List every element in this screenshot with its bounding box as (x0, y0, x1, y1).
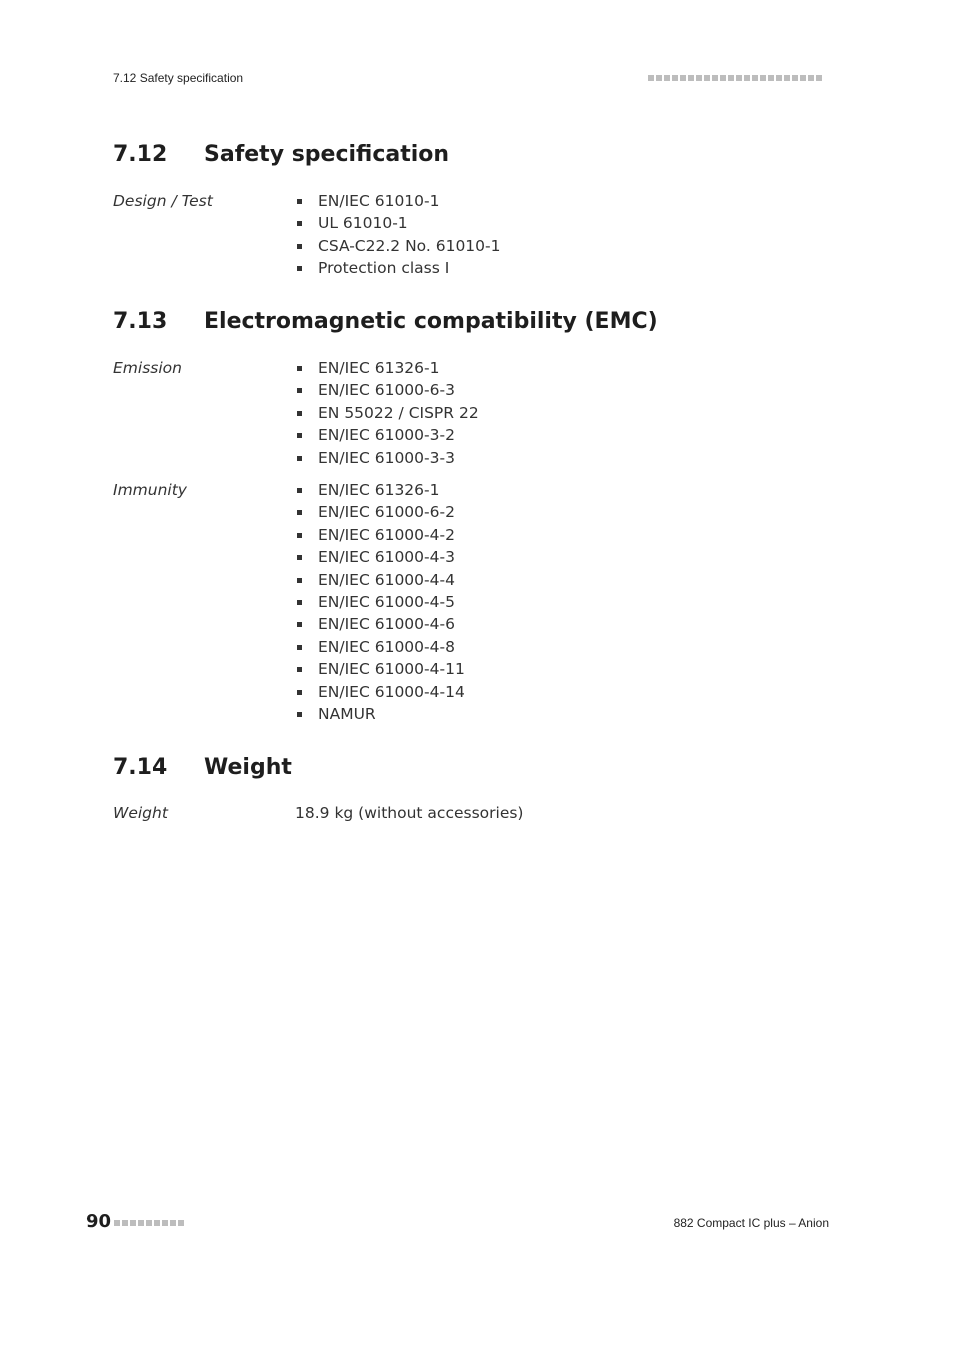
list-item: EN/IEC 61000-4-6 (295, 613, 465, 635)
section-title: Electromagnetic compatibility (EMC) (204, 309, 658, 334)
list-item: EN/IEC 61000-4-5 (295, 591, 465, 613)
section-safety (113, 142, 833, 280)
list-item: EN 55022 / CISPR 22 (295, 402, 479, 424)
bullet-icon (297, 221, 302, 226)
bullet-icon (297, 510, 302, 515)
list-item: EN/IEC 61000-3-2 (295, 424, 479, 446)
spec-row-design-test (113, 190, 833, 280)
section-heading (113, 142, 833, 172)
section-heading (113, 309, 833, 339)
spec-label: Design / Test (113, 192, 213, 210)
list-item: Protection class I (295, 257, 501, 279)
bullet-icon (297, 411, 302, 416)
footer-decoration (114, 1220, 184, 1226)
bullet-icon (297, 366, 302, 371)
bullet-icon (297, 645, 302, 650)
list-item: EN/IEC 61000-4-4 (295, 569, 465, 591)
list-item: NAMUR (295, 703, 465, 725)
section-title: Weight (204, 755, 292, 780)
spec-list (295, 190, 501, 280)
list-item: EN/IEC 61000-4-8 (295, 636, 465, 658)
bullet-icon (297, 388, 302, 393)
bullet-icon (297, 690, 302, 695)
list-item: EN/IEC 61000-4-3 (295, 546, 465, 568)
list-item: EN/IEC 61326-1 (295, 479, 465, 501)
header-decoration (648, 75, 822, 81)
bullet-icon (297, 712, 302, 717)
spec-value: 18.9 kg (without accessories) (295, 804, 524, 822)
spec-row-weight (113, 802, 833, 824)
spec-row-emission (113, 357, 833, 469)
list-item: UL 61010-1 (295, 212, 501, 234)
bullet-icon (297, 433, 302, 438)
list-item: EN/IEC 61000-4-14 (295, 681, 465, 703)
list-item: EN/IEC 61000-6-3 (295, 379, 479, 401)
bullet-icon (297, 533, 302, 538)
section-number: 7.14 (113, 755, 168, 780)
bullet-icon (297, 578, 302, 583)
bullet-icon (297, 244, 302, 249)
list-item: EN/IEC 61010-1 (295, 190, 501, 212)
spec-list (295, 479, 465, 725)
section-number: 7.12 (113, 142, 168, 167)
section-emc (113, 309, 833, 726)
bullet-icon (297, 555, 302, 560)
bullet-icon (297, 622, 302, 627)
spec-row-immunity (113, 479, 833, 725)
bullet-icon (297, 199, 302, 204)
bullet-icon (297, 488, 302, 493)
spec-label: Weight (113, 804, 168, 822)
list-item: EN/IEC 61000-4-11 (295, 658, 465, 680)
page-number: 90 (86, 1211, 112, 1232)
list-item: EN/IEC 61000-4-2 (295, 524, 465, 546)
section-heading (113, 755, 833, 785)
spec-label: Emission (113, 359, 182, 377)
bullet-icon (297, 667, 302, 672)
footer-document-title: 882 Compact IC plus – Anion (673, 1216, 829, 1230)
list-item: CSA-C22.2 No. 61010-1 (295, 235, 501, 257)
list-item: EN/IEC 61000-6-2 (295, 501, 465, 523)
running-header: 7.12 Safety specification (113, 71, 244, 85)
section-title: Safety specification (204, 142, 450, 167)
section-weight (113, 755, 833, 824)
spec-list (295, 357, 479, 469)
list-item: EN/IEC 61000-3-3 (295, 447, 479, 469)
list-item: EN/IEC 61326-1 (295, 357, 479, 379)
bullet-icon (297, 600, 302, 605)
spec-label: Immunity (113, 481, 187, 500)
bullet-icon (297, 266, 302, 271)
bullet-icon (297, 456, 302, 461)
section-number: 7.13 (113, 309, 168, 334)
